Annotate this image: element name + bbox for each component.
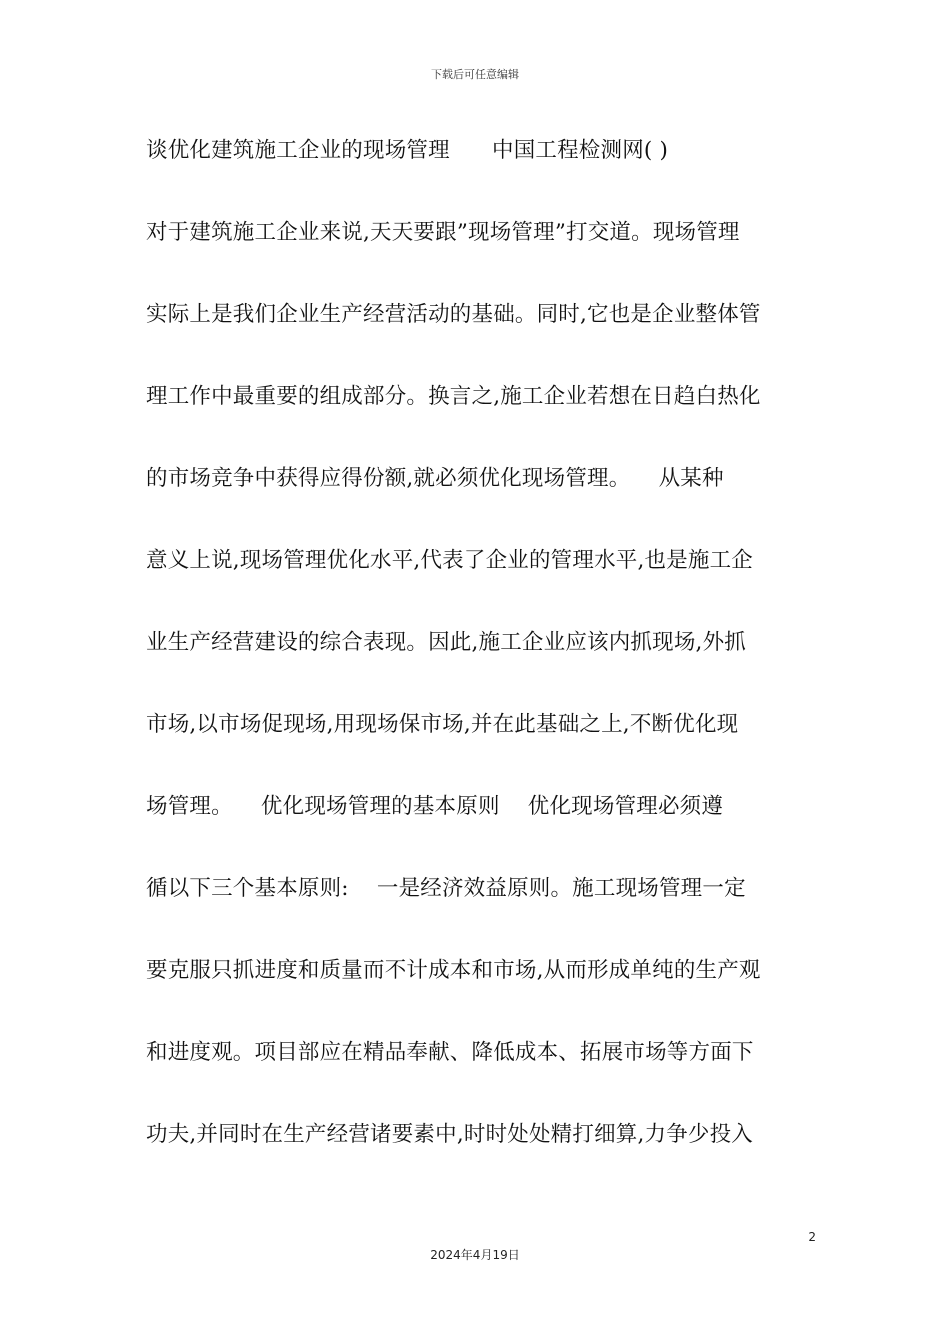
text-line: 市场,以市场促现场,用现场保市场,并在此基础之上,不断优化现 <box>146 712 739 737</box>
text-line: 循以下三个基本原则: 一是经济效益原则。施工现场管理一定 <box>146 876 746 901</box>
text-line: 要克服只抓进度和质量而不计成本和市场,从而形成单纯的生产观 <box>146 958 761 983</box>
text-line: 谈优化建筑施工企业的现场管理 中国工程检测网( ) <box>146 138 669 163</box>
text-line: 对于建筑施工企业来说,天天要跟”现场管理”打交道。现场管理 <box>146 220 740 245</box>
text-line: 和进度观。项目部应在精品奉献、降低成本、拓展市场等方面下 <box>146 1040 754 1065</box>
footer-date: 2024年4月19日 <box>430 1248 520 1262</box>
text-line: 理工作中最重要的组成部分。换言之,施工企业若想在日趋白热化 <box>146 384 761 409</box>
text-line: 场管理。 优化现场管理的基本原则 优化现场管理必须遵 <box>146 794 724 819</box>
text-line: 实际上是我们企业生产经营活动的基础。同时,它也是企业整体管 <box>146 302 761 327</box>
text-line: 功夫,并同时在生产经营诸要素中,时时处处精打细算,力争少投入 <box>146 1122 754 1147</box>
text-line: 意义上说,现场管理优化水平,代表了企业的管理水平,也是施工企 <box>146 548 754 573</box>
page-number: 2 <box>808 1230 816 1244</box>
text-line: 业生产经营建设的综合表现。因此,施工企业应该内抓现场,外抓 <box>146 630 746 655</box>
page-header: 下载后可任意编辑 <box>431 68 519 81</box>
text-line: 的市场竞争中获得应得份额,就必须优化现场管理。 从某种 <box>146 466 724 491</box>
